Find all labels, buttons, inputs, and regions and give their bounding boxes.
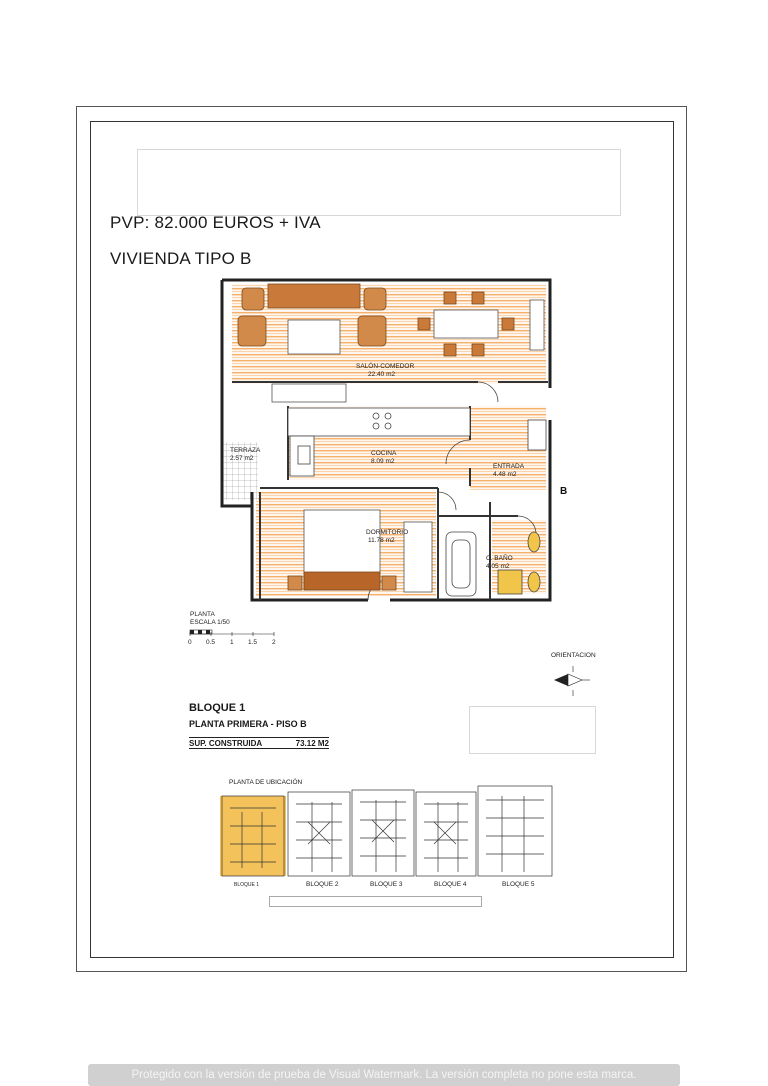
north-arrow-icon (554, 674, 568, 686)
orientation-symbol (538, 650, 608, 700)
floor-title: PLANTA PRIMERA - PISO B (189, 719, 307, 729)
scale-tick: 0 (188, 639, 192, 646)
floor-plan (208, 270, 568, 610)
logo-placeholder-box (137, 149, 621, 216)
dwelling-type-heading: VIVIENDA TIPO B (110, 249, 252, 268)
built-area-row (189, 737, 329, 749)
room-label-dormitorio: DORMITORIO (366, 529, 409, 536)
plan-letter: B (560, 486, 568, 497)
room-area-cocina: 8.09 m2 (371, 458, 395, 465)
scale-tick: 1 (230, 639, 234, 646)
scale-tick: 0.5 (206, 639, 216, 646)
scale-tick: 2 (272, 639, 276, 646)
room-label-salon: SALÓN-COMEDOR (356, 363, 415, 370)
sofa (268, 284, 360, 308)
room-area-bano: 4.05 m2 (486, 563, 510, 570)
price-heading: PVP: 82.000 EUROS + IVA (110, 213, 321, 232)
site-plan (218, 782, 556, 890)
room-area-salon: 22.40 m2 (368, 371, 396, 378)
watermark-banner: Protegido con la versión de prueba de Visual Watermark. La versión completa no pone esta marca. (88, 1064, 680, 1086)
site-block-label: BLOQUE 1 (234, 882, 260, 888)
orientation-label: ORIENTACION (551, 652, 596, 659)
scale-legend (186, 608, 296, 648)
room-label-cocina: COCINA (371, 450, 397, 457)
site-plan-title: PLANTA DE UBICACIÓN (229, 779, 303, 786)
site-block-label: BLOQUE 2 (306, 881, 339, 888)
site-block-label: BLOQUE 3 (370, 881, 403, 888)
room-label-entrada: ENTRADA (493, 463, 525, 470)
room-area-terraza: 2.57 m2 (230, 455, 254, 462)
scale-title: PLANTA (190, 611, 215, 618)
scale-tick: 1.5 (248, 639, 258, 646)
built-area-label: SUP. CONSTRUIDA (189, 738, 263, 748)
scale-ratio: ESCALA 1/50 (190, 619, 230, 626)
block-title: BLOQUE 1 (189, 702, 246, 714)
site-block-label: BLOQUE 5 (502, 881, 535, 888)
stamp-placeholder-box (469, 706, 596, 754)
footer-placeholder-box (269, 896, 482, 907)
site-block-label: BLOQUE 4 (434, 881, 467, 888)
built-area-value: 73.12 M2 (295, 738, 329, 748)
room-area-entrada: 4.48 m2 (493, 471, 517, 478)
room-label-bano: C. BAÑO (486, 555, 513, 562)
room-area-dormitorio: 11.78 m2 (368, 537, 395, 544)
room-label-terraza: TERRAZA (230, 447, 261, 454)
